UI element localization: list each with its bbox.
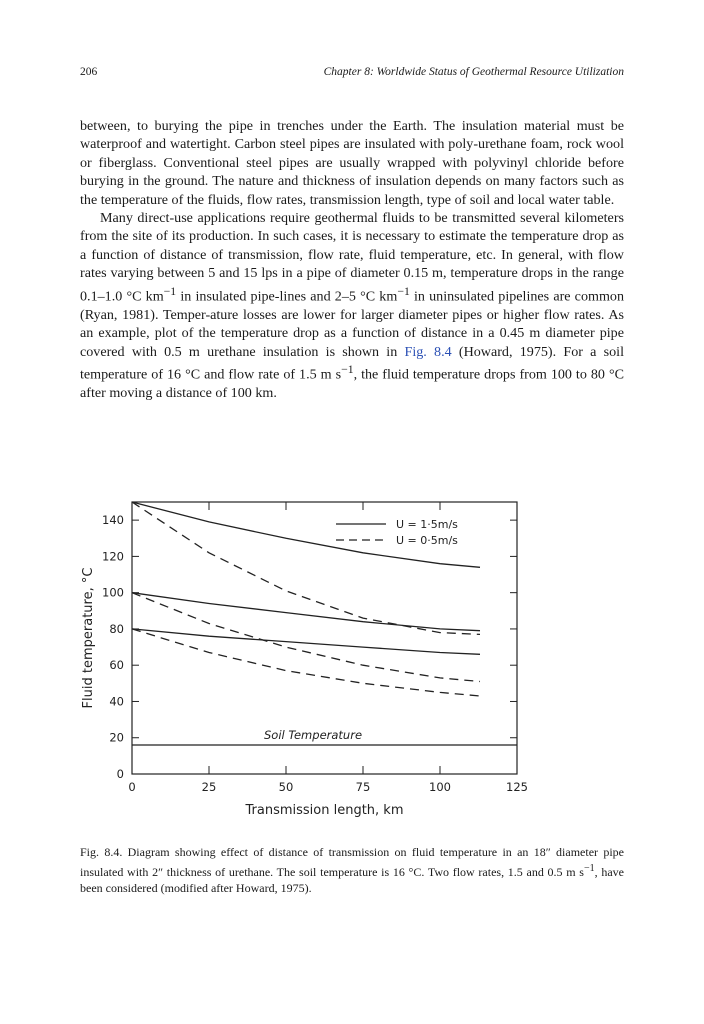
dashed-series-line-3 — [132, 593, 480, 682]
superscript: −1 — [341, 362, 354, 376]
superscript: −1 — [583, 862, 595, 874]
x-tick-label: 0 — [128, 780, 136, 794]
y-tick-label: 60 — [109, 658, 124, 673]
soil-temperature-marker — [132, 728, 517, 745]
running-title: Chapter 8: Worldwide Status of Geothermal Resource Utilization — [323, 66, 624, 78]
x-axis-label: Transmission length, km — [245, 803, 404, 818]
y-tick-label: 140 — [102, 513, 124, 528]
x-tick-label: 125 — [506, 780, 528, 794]
page-number: 206 — [80, 66, 98, 78]
chart-legend — [336, 518, 458, 547]
y-tick-label: 120 — [102, 549, 124, 564]
y-axis-label: Fluid temperature, °C — [81, 567, 96, 709]
superscript: −1 — [163, 284, 177, 298]
paragraph-2-text-e: , the fluid temperature drops from 100 to 80 °C after moving a distance of 100 km. — [80, 366, 624, 402]
caption-text-b: , have been considered (modified after Howard, 1975). — [80, 864, 624, 896]
paragraph-2 — [80, 209, 624, 402]
figure-caption — [80, 844, 624, 897]
x-tick-label: 100 — [429, 780, 451, 794]
y-tick-label: 0 — [116, 767, 124, 781]
y-tick-label: 100 — [102, 585, 124, 600]
data-series — [132, 502, 480, 696]
y-tick-label: 20 — [109, 730, 124, 745]
axis-ticks — [102, 502, 528, 794]
temperature-drop-chart — [68, 490, 548, 835]
figure-reference-link[interactable]: Fig. 8.4 — [404, 343, 452, 360]
paragraph-2-text-b: in insulated pipe-lines and 2–5 °C km — [176, 288, 398, 305]
paragraph-1: between, to burying the pipe in trenches under the Earth. The insulation material must be waterproof and watertight. Carbon steel pipes are insulated with poly-urethane foam, rock wool or fiberglass. Conventional steel pipes are usually wrapped with polyvinyl chloride before burying in the ground. The nature and thickness of insulation depends on many factors such as the temperature of the fluids, flow rates, transmission length, type of soil and local water table. — [80, 118, 624, 208]
superscript: −1 — [397, 284, 410, 298]
y-tick-label: 80 — [109, 621, 124, 636]
x-tick-label: 25 — [201, 780, 217, 794]
soil-temperature-label: Soil Temperature — [264, 727, 363, 742]
body-text — [80, 117, 624, 402]
caption-text-a: Fig. 8.4. Diagram showing effect of distance of transmission on fluid temperature in an 18″ diameter pipe insulated with 2″ thickness of urethane. The soil temperature is 16 °C. Two flow rates, 1.5 and 0.5 m s — [80, 845, 624, 879]
paragraph-2-text-c: in uninsulated pipelines are common (Ryan, 1981). Temper-ature losses are lower for larger diameter pipes or higher flow rates. As an example, plot of the temperature drop as a function of distance in a 0.45 m diameter pipe covered with 0.5 m urethane insulation is shown in — [80, 288, 625, 360]
x-tick-label: 75 — [355, 780, 371, 794]
solid-series-line-4 — [132, 629, 480, 654]
dashed-series-line-5 — [132, 629, 480, 696]
x-tick-label: 50 — [278, 780, 294, 794]
legend-label-slow: U = 0·5m/s — [396, 534, 458, 547]
paragraph-2-text-d: (Howard, 1975). For a soil temperature of 16 °C and flow rate of 1.5 m s — [80, 343, 624, 383]
legend-label-fast: U = 1·5m/s — [396, 518, 458, 531]
y-tick-label: 40 — [109, 694, 124, 709]
paragraph-2-text-a: Many direct-use applications require geothermal fluids to be transmitted several kilometers from the site of its production. In such cases, it is necessary to estimate the temperature drop as a function of distance of transmission, flow rate, fluid temperature, etc. In general, with flow rates varying between 5 and 15 lps in a pipe of diameter 0.15 m, temperature drops in the range 0.1–1.0 °C km — [80, 210, 624, 305]
